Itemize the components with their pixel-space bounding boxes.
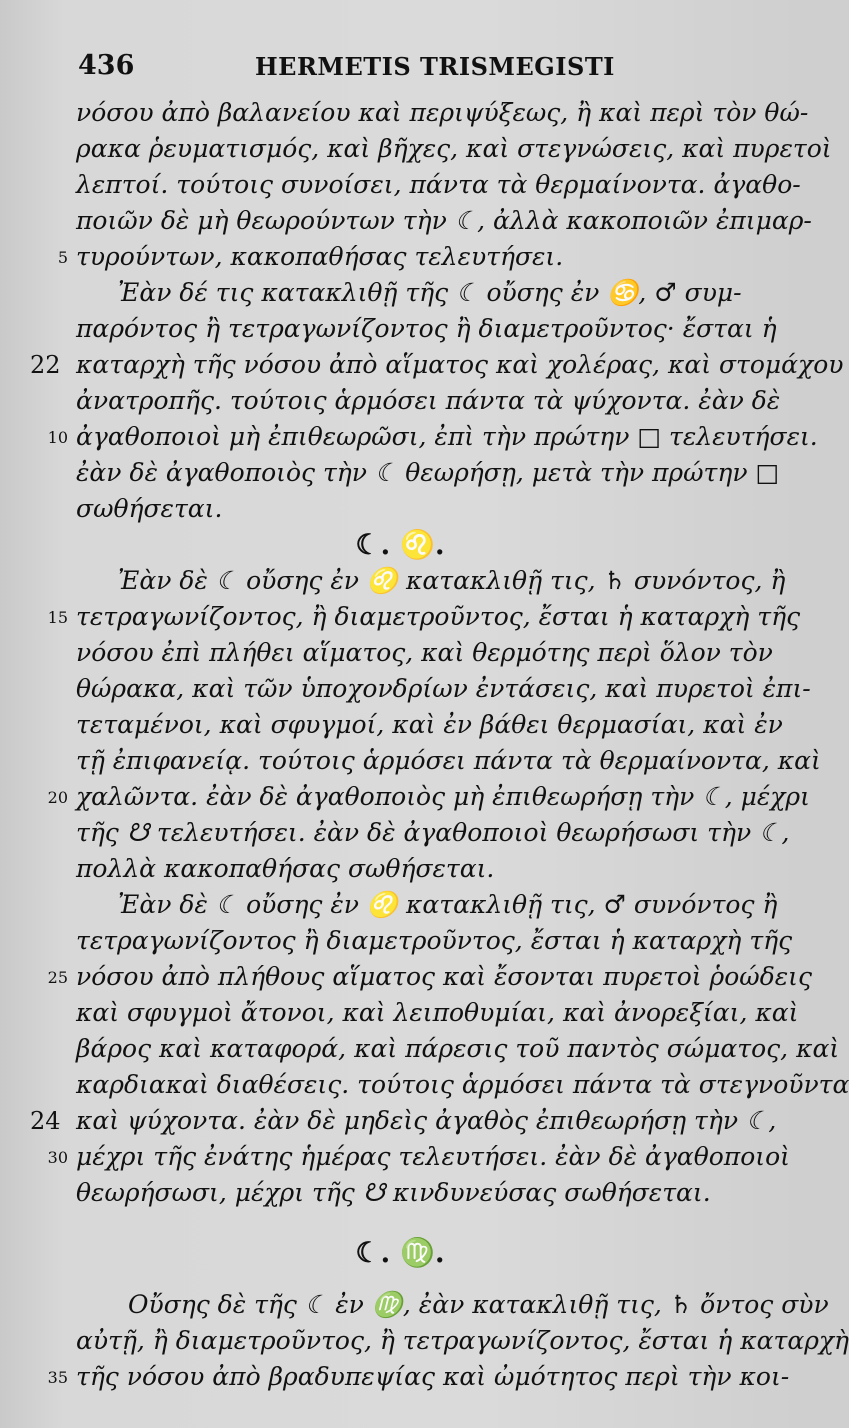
line-number: 20 [47,788,68,807]
line-text: αὐτῇ, ἢ διαμετροῦντος, ἢ τετραγωνίζοντος, ἔσται ἡ καταρχὴ [76,1326,849,1355]
line-text: ἐὰν δὲ ἀγαθοποιὸς τὴν ☾ θεωρήσῃ, μετὰ τὴν πρώτην □ [76,458,780,487]
text-line [0,384,800,420]
running-head: HERMETIS TRISMEGISTI [255,52,615,81]
line-text: Οὔσης δὲ τῆς ☾ ἐν ♍, ἐὰν κατακλιθῇ τις, ♄ ὄντος σὺν [128,1290,829,1319]
text-line [0,492,800,528]
line-text: νόσου ἐπὶ πλήθει αἵματος, καὶ θερμότης περὶ ὅλον τὸν [76,638,773,667]
margin-number: 22 [30,351,61,379]
line-text: τεταμένοι, καὶ σφυγμοί, καὶ ἐν βάθει θερμασίαι, καὶ ἐν [76,710,783,739]
line-text: ποιῶν δὲ μὴ θεωρούντων τὴν ☾, ἀλλὰ κακοποιῶν ἐπιμαρ- [76,206,812,235]
line-text: χαλῶντα. ἐὰν δὲ ἀγαθοποιὸς μὴ ἐπιθεωρήσῃ τὴν ☾, μέχρι [76,782,810,811]
line-text: νόσου ἀπὸ βαλανείου καὶ περιψύξεως, ἢ καὶ περὶ τὸν θώ- [76,98,809,127]
line-text: τετραγωνίζοντος, ἢ διαμετροῦντος, ἔσται ἡ καταρχὴ τῆς [76,602,801,631]
line-number: 30 [47,1148,68,1167]
text-line [0,1140,800,1176]
text-line [0,672,811,708]
text-line [0,852,800,888]
section-heading: ☾. ♌. [355,528,445,561]
line-text: Ἐὰν δὲ ☾ οὔσης ἐν ♌ κατακλιθῇ τις, ♂ συνόντος ἢ [118,890,778,919]
line-text: τῆς νόσου ἀπὸ βραδυπεψίας καὶ ὠμότητος περὶ τὴν κοι- [76,1362,790,1391]
line-text: τῇ ἐπιφανείᾳ. τούτοις ἁρμόσει πάντα τὰ θερμαίνοντα, καὶ [76,746,821,775]
line-text: τῆς ☋ τελευτήσει. ἐὰν δὲ ἀγαθοποιοὶ θεωρήσωσι τὴν ☾, [76,818,790,847]
line-text: καρδιακαὶ διαθέσεις. τούτοις ἁρμόσει πάντα τὰ στεγνοῦντα [76,1070,849,1099]
line-text: λεπτοί. τούτοις συνοίσει, πάντα τὰ θερμαίνοντα. ἀγαθο- [76,170,801,199]
line-text: καταρχὴ τῆς νόσου ἀπὸ αἵματος καὶ χολέρας, καὶ στομάχου [76,350,844,379]
text-line [0,816,800,852]
margin-number: 24 [30,1107,61,1135]
text-line [0,888,800,924]
line-text: θώρακα, καὶ τῶν ὑποχονδρίων ἐντάσεις, καὶ πυρετοὶ ἐπι- [76,674,811,703]
text-line [0,636,800,672]
text-line [0,240,800,276]
line-number: 35 [47,1368,68,1387]
line-text: ρακα ῥευματισμός, καὶ βῆχες, καὶ στεγνώσεις, καὶ πυρετοὶ [76,134,832,163]
text-line [0,96,809,132]
text-line [0,708,800,744]
line-text: Ἐὰν δέ τις κατακλιθῇ τῆς ☾ οὔσης ἐν ♋, ♂ συμ- [118,278,742,307]
text-line [0,1324,849,1360]
line-text: καὶ σφυγμοὶ ἄτονοι, καὶ λειποθυμίαι, καὶ ἀνορεξίαι, καὶ [76,998,799,1027]
text-line [0,312,800,348]
line-text: θεωρήσωσι, μέχρι τῆς ☋ κινδυνεύσας σωθήσεται. [76,1178,711,1207]
text-line [0,168,800,204]
line-text: νόσου ἀπὸ πλήθους αἵματος καὶ ἔσονται πυρετοὶ ῥοώδεις [76,962,812,991]
line-text: παρόντος ἢ τετραγωνίζοντος ἢ διαμετροῦντος· ἔσται ἡ [76,314,777,343]
line-text: πολλὰ κακοπαθήσας σωθήσεται. [76,854,495,883]
line-number: 25 [47,968,68,987]
text-line [0,996,800,1032]
line-text: Ἐὰν δὲ ☾ οὔσης ἐν ♌ κατακλιθῇ τις, ♄ συνόντος, ἢ [118,566,786,595]
line-number: 10 [47,428,68,447]
line-text: ἀγαθοποιοὶ μὴ ἐπιθεωρῶσι, ἐπὶ τὴν πρώτην □ τελευτήσει. [76,422,818,451]
line-text: τετραγωνίζοντος ἢ διαμετροῦντος, ἔσται ἡ καταρχὴ τῆς [76,926,793,955]
line-text: τυρούντων, κακοπαθήσας τελευτήσει. [76,242,564,271]
text-line [0,1176,800,1212]
text-line [0,960,812,996]
page-header [0,50,800,90]
line-text: μέχρι τῆς ἐνάτης ἡμέρας τελευτήσει. ἐὰν δὲ ἀγαθοποιοὶ [76,1142,790,1171]
text-line [0,1032,840,1068]
text-line [0,456,800,492]
text-line [0,204,812,240]
line-text: βάρος καὶ καταφορά, καὶ πάρεσις τοῦ παντὸς σώματος, καὶ [76,1034,840,1063]
text-line [0,744,821,780]
text-line [0,924,800,960]
text-line [0,1288,829,1324]
text-line [0,564,800,600]
line-text: ἀνατροπῆς. τούτοις ἁρμόσει πάντα τὰ ψύχοντα. ἐὰν δὲ [76,386,781,415]
text-line [0,780,810,816]
page-number: 436 [78,50,135,81]
text-line [0,1360,800,1396]
line-text: σωθήσεται. [76,494,223,523]
text-line [0,1104,800,1140]
line-text: καὶ ψύχοντα. ἐὰν δὲ μηδεὶς ἀγαθὸς ἐπιθεωρήσῃ τὴν ☾, [76,1106,777,1135]
text-line [0,276,800,312]
line-number: 5 [57,248,68,267]
line-number: 15 [47,608,68,627]
text-line [0,1068,849,1104]
text-line [0,420,818,456]
text-line [0,348,844,384]
text-line [0,600,800,636]
text-line [0,132,832,168]
section-heading: ☾. ♍. [355,1236,445,1269]
